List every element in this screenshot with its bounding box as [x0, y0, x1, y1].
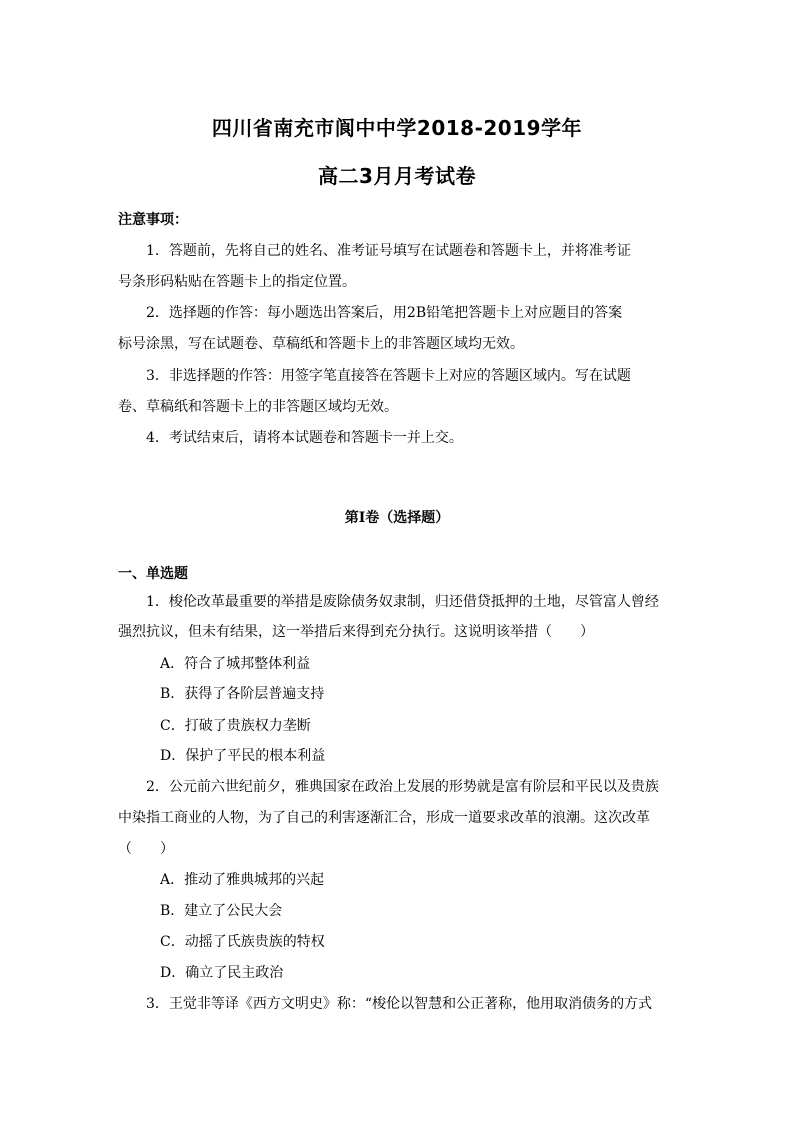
question-2-option-b: B．建立了公民大会 — [160, 903, 283, 919]
part-heading: 一、单选题 — [118, 566, 188, 582]
question-2-option-a: A．推动了雅典城邦的兴起 — [160, 872, 325, 888]
notice-item-3-line-1: 3．非选择题的作答：用签字笔直接答在答题卡上对应的答题区域内。写在试题 — [146, 368, 631, 384]
notice-item-2-line-1: 2．选择题的作答：每小题选出答案后，用2B铅笔把答题卡上对应题目的答案 — [146, 305, 623, 321]
question-2-stem-line-3: （ ） — [118, 841, 174, 857]
question-1-stem-line-2: 强烈抗议，但未有结果，这一举措后来得到充分执行。这说明该举措（ ） — [118, 624, 594, 640]
notice-heading: 注意事项： — [118, 212, 188, 228]
question-2-option-c: C．动摇了氏族贵族的特权 — [160, 934, 325, 950]
question-2-option-d: D．确立了民主政治 — [160, 965, 284, 981]
question-2-stem-line-2: 中染指工商业的人物，为了自己的利害逐渐汇合，形成一道要求改革的浪潮。这次改革 — [118, 810, 650, 826]
question-1-option-d: D．保护了平民的根本利益 — [160, 748, 326, 764]
question-1-stem-line-1: 1．梭伦改革最重要的举措是废除债务奴隶制，归还借贷抵押的土地，尽管富人曾经 — [146, 594, 659, 610]
question-1-option-c: C．打破了贵族权力垄断 — [160, 718, 311, 734]
notice-item-1-line-2: 号条形码粘贴在答题卡上的指定位置。 — [118, 274, 356, 290]
question-1-option-b: B．获得了各阶层普遍支持 — [160, 686, 325, 702]
section-title: 第I卷（选择题） — [344, 510, 450, 526]
exam-title-line1: 四川省南充市阆中中学2018-2019学年 — [211, 116, 583, 140]
notice-item-1-line-1: 1．答题前，先将自己的姓名、准考证号填写在试题卷和答题卡上，并将准考证 — [146, 243, 631, 259]
notice-item-2-line-2: 标号涂黑，写在试题卷、草稿纸和答题卡上的非答题区域均无效。 — [118, 336, 524, 352]
question-3-stem-line-1: 3．王觉非等译《西方文明史》称：“梭伦以智慧和公正著称，他用取消债务的方式 — [146, 996, 653, 1012]
exam-title-line2: 高二3月月考试卷 — [318, 164, 476, 188]
question-1-option-a: A．符合了城邦整体利益 — [160, 656, 311, 672]
notice-item-4-line-1: 4．考试结束后，请将本试题卷和答题卡一并上交。 — [146, 430, 463, 446]
question-2-stem-line-1: 2．公元前六世纪前夕，雅典国家在政治上发展的形势就是富有阶层和平民以及贵族 — [146, 779, 659, 795]
notice-item-3-line-2: 卷、草稿纸和答题卡上的非答题区域均无效。 — [118, 399, 398, 415]
